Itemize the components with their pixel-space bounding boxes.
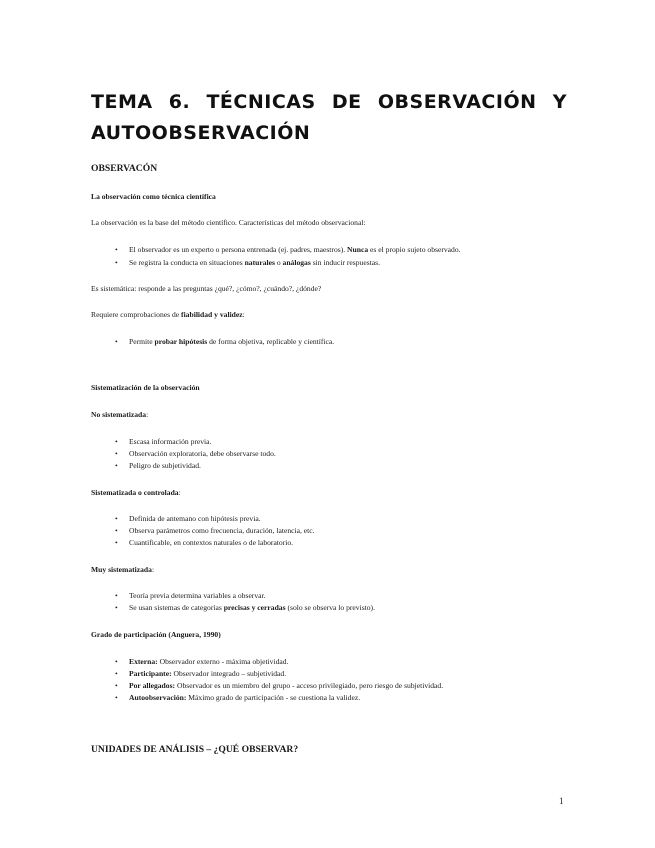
title-line-2: AUTOOBSERVACIÓN — [91, 122, 311, 144]
paragraph-sistematica: Es sistemática: responde a las preguntas ¿qué?, ¿cómo?, ¿cuándo?, ¿dónde? — [91, 284, 322, 293]
list-item: Por allegados: Observador es un miembro del grupo - acceso privilegiado, pero riesgo de subjetividad. — [129, 681, 444, 690]
list-item: Se registra la conducta en situaciones naturales o análogas sin inducir respuestas. — [129, 258, 380, 267]
list-item: Observación exploratoria, debe observarse todo. — [129, 449, 276, 458]
bullet-marker: • — [115, 669, 118, 678]
bullet-marker: • — [115, 514, 118, 523]
label-no-sistematizada: No sistematizada: — [91, 410, 149, 419]
list-item: Participante: Observador integrado – subjetividad. — [129, 669, 287, 678]
document-title — [91, 87, 567, 149]
bullet-marker: • — [115, 258, 118, 267]
list-item: Escasa información previa. — [129, 437, 212, 446]
subheading-tecnica: La observación como técnica científica — [91, 192, 216, 201]
list-item: Externa: Observador externo - máxima objetividad. — [129, 657, 289, 666]
page-number: 1 — [559, 796, 564, 806]
bullet-marker: • — [115, 526, 118, 535]
list-item: Observa parámetros como frecuencia, duración, latencia, etc. — [129, 526, 315, 535]
bullet-marker: • — [115, 437, 118, 446]
bullet-marker: • — [115, 245, 118, 254]
bullet-marker: • — [115, 603, 118, 612]
paragraph-base: La observación es la base del método científico. Características del método observacional: — [91, 218, 366, 227]
list-item: Peligro de subjetividad. — [129, 461, 201, 470]
bullet-marker: • — [115, 591, 118, 600]
list-item: Cuantificable, en contextos naturales o de laboratorio. — [129, 538, 294, 547]
list-item: Teoría previa determina variables a observar. — [129, 591, 266, 600]
bullet-marker: • — [115, 693, 118, 702]
bullet-marker: • — [115, 337, 118, 346]
section-heading-observacion: OBSERVACÓN — [91, 163, 158, 174]
label-muy-sistematizada: Muy sistematizada: — [91, 565, 155, 574]
bullet-marker: • — [115, 538, 118, 547]
section-heading-unidades: UNIDADES DE ANÁLISIS – ¿QUÉ OBSERVAR? — [91, 744, 299, 755]
list-item: Definida de antemano con hipótesis previa. — [129, 514, 261, 523]
subheading-grado: Grado de participación (Anguera, 1990) — [91, 630, 221, 639]
label-sistematizada: Sistematizada o controlada: — [91, 488, 181, 497]
list-item: El observador es un experto o persona entrenada (ej. padres, maestros). Nunca es el propio sujeto observado. — [129, 245, 461, 254]
list-item: Autoobservación: Máximo grado de participación - se cuestiona la validez. — [129, 693, 361, 702]
bullet-marker: • — [115, 461, 118, 470]
bullet-marker: • — [115, 657, 118, 666]
list-item: Permite probar hipótesis de forma objetiva, replicable y científica. — [129, 337, 335, 346]
title-line-1: TEMA 6. TÉCNICAS DE OBSERVACIÓN Y — [91, 91, 567, 113]
bullet-marker: • — [115, 449, 118, 458]
bullet-marker: • — [115, 681, 118, 690]
list-item: Se usan sistemas de categorías precisas y cerradas (solo se observa lo previsto). — [129, 603, 375, 612]
paragraph-requiere: Requiere comprobaciones de fiabilidad y validez: — [91, 310, 245, 319]
subheading-sistematizacion: Sistematización de la observación — [91, 383, 200, 392]
